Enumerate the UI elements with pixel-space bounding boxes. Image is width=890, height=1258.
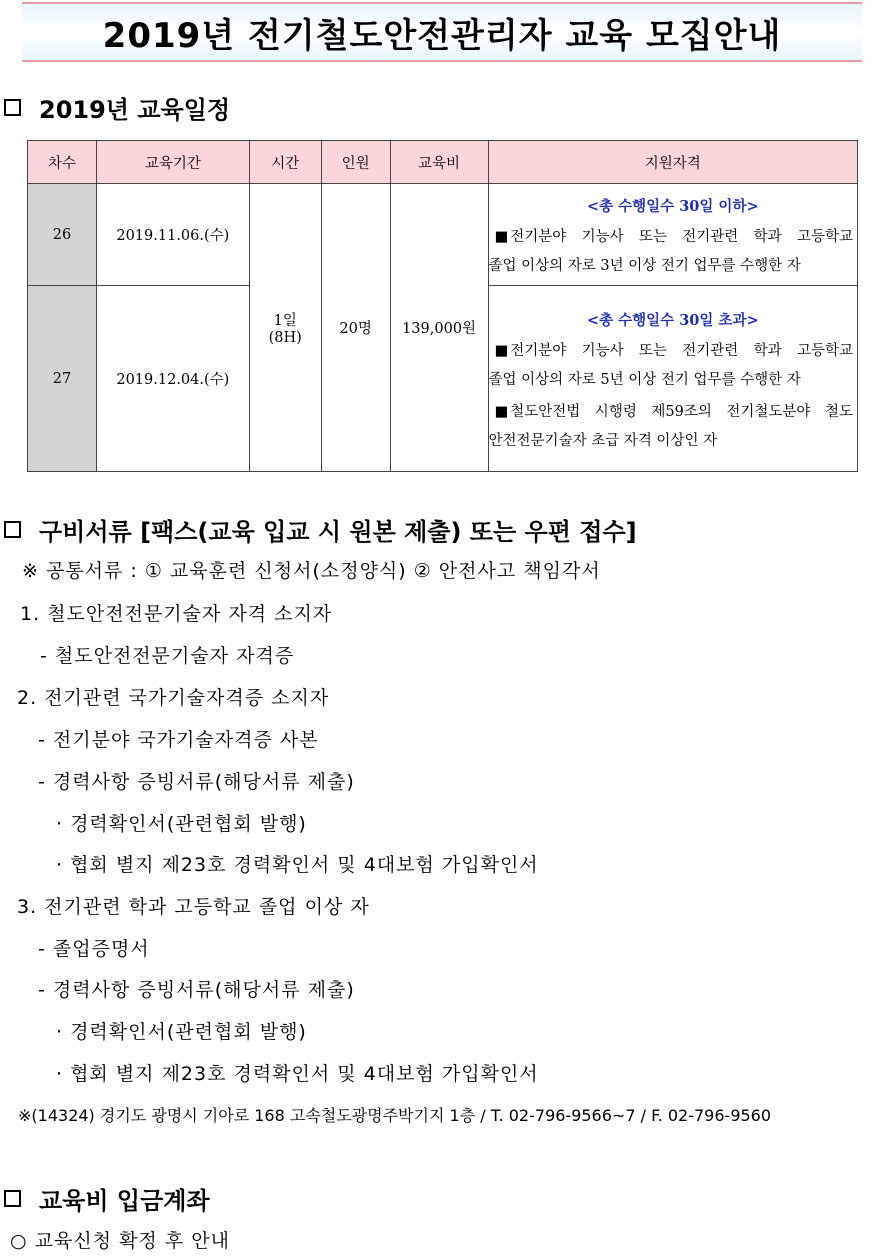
header-period: 교육기간	[96, 141, 249, 184]
qualification-cell	[488, 286, 857, 472]
header-time: 시간	[249, 141, 321, 184]
qualification-heading: <총 수행일수 30일 이하>	[586, 198, 759, 215]
common-documents-line: ※ 공통서류 : ① 교육훈련 신청서(소정양식) ② 안전사고 책임각서	[22, 560, 601, 582]
table-header-row	[28, 141, 858, 184]
list-item: - 경력사항 증빙서류(해당서류 제출)	[38, 979, 355, 1001]
qualification-item-cont: 졸업 이상의 자로 3년 이상 전기 업무를 수행한 자	[488, 258, 801, 274]
qualification-item: ■ 전기분야 기능사 또는 전기관련 학과 고등학교	[489, 334, 857, 368]
qualification-cell	[488, 184, 857, 286]
list-item: - 경력사항 증빙서류(해당서류 제출)	[38, 771, 355, 793]
page-title: 2019년 전기철도안전관리자 교육 모집안내	[102, 15, 782, 56]
list-item: · 경력확인서(관련협회 발행)	[56, 813, 307, 835]
list-item: - 졸업증명서	[38, 938, 150, 960]
qualification-item: ■ 전기분야 기능사 또는 전기관련 학과 고등학교	[489, 220, 857, 254]
period-cell: 2019.12.04.(수)	[96, 286, 249, 472]
list-item: 1. 철도안전전문기술자 자격 소지자	[20, 603, 333, 625]
list-item: - 전기분야 국가기술자격증 사본	[38, 729, 319, 751]
section-documents-heading: 구비서류 [팩스(교육 입교 시 원본 제출) 또는 우편 접수]	[4, 512, 637, 547]
square-bullet-icon: ■	[494, 229, 509, 245]
round-cell: 26	[28, 184, 97, 286]
list-item: · 협회 별지 제23호 경력확인서 및 4대보험 가입확인서	[56, 1063, 539, 1085]
period-cell: 2019.11.06.(수)	[96, 184, 249, 286]
qualification-heading: <총 수행일수 30일 초과>	[586, 311, 759, 329]
header-fee: 교육비	[390, 141, 488, 184]
list-item: 3. 전기관련 학과 고등학교 졸업 이상 자	[17, 896, 370, 918]
qualification-item: ■ 철도안전법 시행령 제59조의 전기철도분야 철도	[489, 395, 857, 429]
people-cell: 20명	[321, 184, 390, 472]
header-people: 인원	[321, 141, 390, 184]
qualification-item-cont: 졸업 이상의 자로 5년 이상 전기 업무를 수행한 자	[488, 371, 801, 388]
account-note: ○ 교육신청 확정 후 안내	[10, 1230, 230, 1252]
list-item: 2. 전기관련 국가기술자격증 소지자	[17, 687, 330, 709]
time-cell: 1일 (8H)	[249, 184, 321, 472]
header-qualification: 지원자격	[488, 141, 857, 184]
address-line: ※(14324) 경기도 광명시 기아로 168 고속철도광명주박기지 1층 / T. 02-796-9566~7 / F. 02-796-9560	[18, 1106, 772, 1125]
fee-cell: 139,000원	[390, 184, 488, 472]
table-row	[28, 184, 858, 286]
square-bullet-icon: ■	[494, 342, 509, 359]
checkbox-square-icon	[4, 99, 21, 116]
header-round: 차수	[28, 141, 97, 184]
round-cell: 27	[28, 286, 97, 472]
square-bullet-icon: ■	[494, 403, 509, 420]
checkbox-square-icon	[4, 521, 21, 538]
list-item: · 협회 별지 제23호 경력확인서 및 4대보험 가입확인서	[56, 854, 539, 876]
qualification-item-cont: 안전전문기술자 초급 자격 이상인 자	[488, 432, 718, 449]
list-item: - 철도안전전문기술자 자격증	[40, 645, 295, 667]
schedule-table	[27, 140, 858, 472]
checkbox-square-icon	[4, 1190, 21, 1207]
list-item: · 경력확인서(관련협회 발행)	[56, 1021, 307, 1043]
section-schedule-heading: 2019년 교육일정	[4, 90, 230, 125]
section-account-heading: 교육비 입금계좌	[4, 1181, 210, 1216]
title-banner	[22, 2, 862, 62]
